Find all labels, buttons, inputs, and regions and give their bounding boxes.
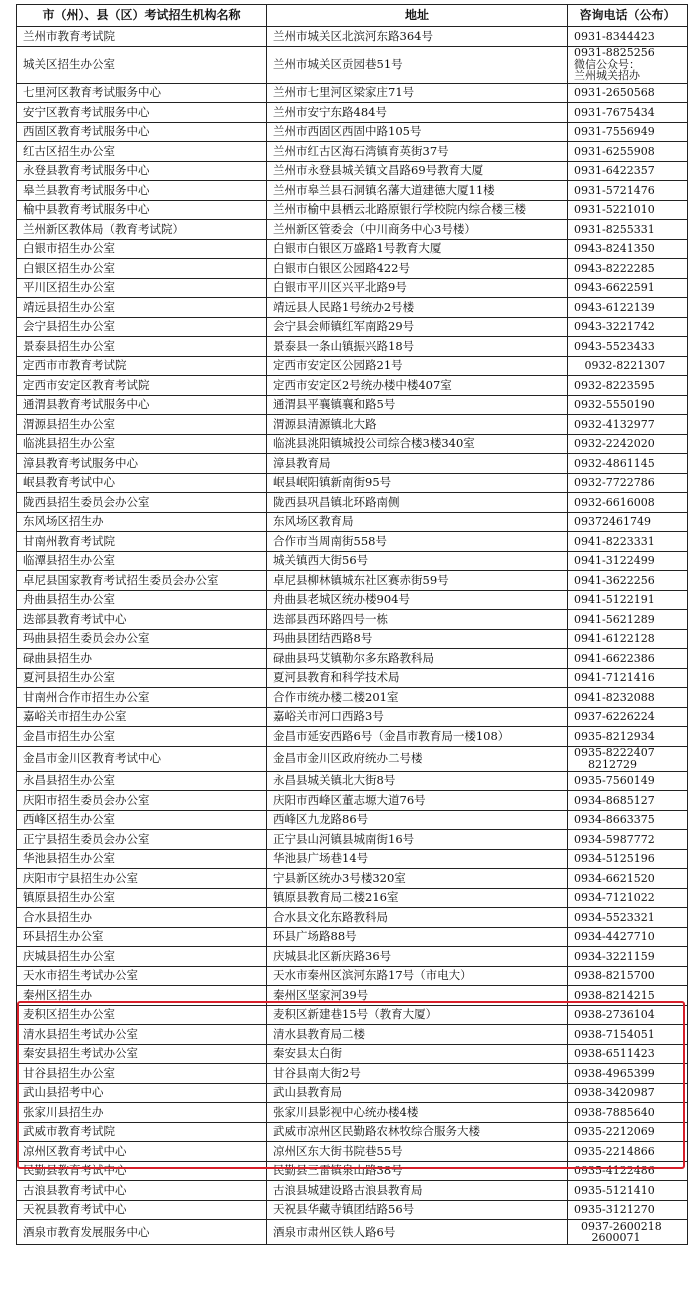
table-row bbox=[17, 512, 688, 532]
org-name-cell: 永登县教育考试服务中心 bbox=[17, 161, 267, 181]
address-cell: 西峰区九龙路86号 bbox=[267, 810, 568, 830]
org-name-cell: 红古区招生办公室 bbox=[17, 142, 267, 162]
phone-cell: 0935-2212069 bbox=[568, 1122, 688, 1142]
phone-cell: 0932-8221307 bbox=[568, 356, 688, 376]
org-name-cell: 天祝县教育考试中心 bbox=[17, 1200, 267, 1220]
address-cell: 卓尼县柳林镇城东社区赛赤街59号 bbox=[267, 571, 568, 591]
address-cell: 秦安县太白街 bbox=[267, 1044, 568, 1064]
org-name-cell: 通渭县教育考试服务中心 bbox=[17, 395, 267, 415]
table-row bbox=[17, 771, 688, 791]
phone-cell: 0941-3122499 bbox=[568, 551, 688, 571]
table-row bbox=[17, 454, 688, 474]
table-row bbox=[17, 610, 688, 630]
address-cell: 临洮县洮阳镇城投公司综合楼3楼340室 bbox=[267, 434, 568, 454]
table-row bbox=[17, 629, 688, 649]
org-name-cell: 金昌市金川区教育考试中心 bbox=[17, 746, 267, 771]
phone-cell: 0938-8215700 bbox=[568, 966, 688, 986]
address-cell: 武威市凉州区民勤路农林牧综合服务大楼 bbox=[267, 1122, 568, 1142]
org-name-cell: 张家川县招生办 bbox=[17, 1103, 267, 1123]
phone-cell: 0938-3420987 bbox=[568, 1083, 688, 1103]
table-row bbox=[17, 83, 688, 103]
org-name-cell: 酒泉市教育发展服务中心 bbox=[17, 1220, 267, 1245]
org-name-cell: 白银区招生办公室 bbox=[17, 259, 267, 279]
table-row bbox=[17, 727, 688, 747]
address-cell: 舟曲县老城区统办楼904号 bbox=[267, 590, 568, 610]
org-name-cell: 渭源县招生办公室 bbox=[17, 415, 267, 435]
table-row bbox=[17, 888, 688, 908]
address-cell: 夏河县教育和科学技术局 bbox=[267, 668, 568, 688]
phone-cell: 0941-8223331 bbox=[568, 532, 688, 552]
org-name-cell: 华池县招生办公室 bbox=[17, 849, 267, 869]
phone-cell: 0943-8241350 bbox=[568, 239, 688, 259]
phone-cell: 0941-3622256 bbox=[568, 571, 688, 591]
address-cell: 渭源县清源镇北大路 bbox=[267, 415, 568, 435]
table-row bbox=[17, 590, 688, 610]
org-name-cell: 东风场区招生办 bbox=[17, 512, 267, 532]
org-name-cell: 秦安县招生考试办公室 bbox=[17, 1044, 267, 1064]
table-row bbox=[17, 278, 688, 298]
address-cell: 秦州区坚家河39号 bbox=[267, 986, 568, 1006]
address-cell: 嘉峪关市河口西路3号 bbox=[267, 707, 568, 727]
table-row bbox=[17, 966, 688, 986]
phone-cell: 0941-6622386 bbox=[568, 649, 688, 669]
table-row bbox=[17, 1161, 688, 1181]
table-row bbox=[17, 947, 688, 967]
table-row bbox=[17, 298, 688, 318]
phone-cell: 0932-4132977 bbox=[568, 415, 688, 435]
org-name-cell: 卓尼县国家教育考试招生委员会办公室 bbox=[17, 571, 267, 591]
org-name-cell: 玛曲县招生委员会办公室 bbox=[17, 629, 267, 649]
org-name-cell: 兰州市教育考试院 bbox=[17, 27, 267, 47]
table-row bbox=[17, 1005, 688, 1025]
address-cell: 兰州市西固区西固中路105号 bbox=[267, 122, 568, 142]
phone-cell: 0931-8825256 微信公众号： 兰州城关招办 bbox=[568, 46, 688, 83]
phone-cell: 0935-7560149 bbox=[568, 771, 688, 791]
table-row bbox=[17, 473, 688, 493]
address-cell: 通渭县平襄镇襄和路5号 bbox=[267, 395, 568, 415]
org-name-cell: 临洮县招生办公室 bbox=[17, 434, 267, 454]
address-cell: 庆城县北区新庆路36号 bbox=[267, 947, 568, 967]
org-name-cell: 环县招生办公室 bbox=[17, 927, 267, 947]
address-cell: 兰州市城关区北滨河东路364号 bbox=[267, 27, 568, 47]
table-row bbox=[17, 1103, 688, 1123]
table-row bbox=[17, 869, 688, 889]
org-name-cell: 清水县招生考试办公室 bbox=[17, 1025, 267, 1045]
header-phone: 咨询电话（公布） bbox=[568, 5, 688, 27]
phone-cell: 0943-3221742 bbox=[568, 317, 688, 337]
phone-cell: 0938-4965399 bbox=[568, 1064, 688, 1084]
phone-cell: 0932-5550190 bbox=[568, 395, 688, 415]
address-cell: 定西市安定区2号统办楼中楼407室 bbox=[267, 376, 568, 396]
table-header-row bbox=[17, 5, 688, 27]
org-name-cell: 武山县招考中心 bbox=[17, 1083, 267, 1103]
table-row bbox=[17, 649, 688, 669]
phone-cell: 0931-5221010 bbox=[568, 200, 688, 220]
org-name-cell: 嘉峪关市招生办公室 bbox=[17, 707, 267, 727]
table-row bbox=[17, 1083, 688, 1103]
table-row bbox=[17, 1044, 688, 1064]
org-name-cell: 舟曲县招生办公室 bbox=[17, 590, 267, 610]
phone-cell: 0935-8212934 bbox=[568, 727, 688, 747]
table-row bbox=[17, 337, 688, 357]
phone-cell: 0935-8222407 8212729 bbox=[568, 746, 688, 771]
table-row bbox=[17, 551, 688, 571]
org-name-cell: 金昌市招生办公室 bbox=[17, 727, 267, 747]
address-cell: 麦积区新建巷15号（教育大厦） bbox=[267, 1005, 568, 1025]
phone-cell: 0932-2242020 bbox=[568, 434, 688, 454]
table-row bbox=[17, 434, 688, 454]
phone-cell: 0932-7722786 bbox=[568, 473, 688, 493]
address-cell: 古浪县城建设路古浪县教育局 bbox=[267, 1181, 568, 1201]
phone-cell: 0935-5121410 bbox=[568, 1181, 688, 1201]
address-cell: 合水县文化东路教科局 bbox=[267, 908, 568, 928]
org-name-cell: 古浪县教育考试中心 bbox=[17, 1181, 267, 1201]
table-row bbox=[17, 532, 688, 552]
phone-cell: 0931-7675434 bbox=[568, 103, 688, 123]
table-row bbox=[17, 46, 688, 83]
address-cell: 玛曲县团结西路8号 bbox=[267, 629, 568, 649]
phone-cell: 0931-6255908 bbox=[568, 142, 688, 162]
phone-cell: 0934-8663375 bbox=[568, 810, 688, 830]
org-name-cell: 陇西县招生委员会办公室 bbox=[17, 493, 267, 513]
address-cell: 岷县岷阳镇新南街95号 bbox=[267, 473, 568, 493]
address-cell: 环县广场路88号 bbox=[267, 927, 568, 947]
phone-cell: 0938-2736104 bbox=[568, 1005, 688, 1025]
address-cell: 兰州市安宁东路484号 bbox=[267, 103, 568, 123]
phone-cell: 0943-5523433 bbox=[568, 337, 688, 357]
address-cell: 靖远县人民路1号统办2号楼 bbox=[267, 298, 568, 318]
phone-cell: 0931-6422357 bbox=[568, 161, 688, 181]
phone-cell: 0931-8344423 bbox=[568, 27, 688, 47]
org-name-cell: 镇原县招生办公室 bbox=[17, 888, 267, 908]
org-name-cell: 景泰县招生办公室 bbox=[17, 337, 267, 357]
address-cell: 兰州市红古区海石湾镇育英街37号 bbox=[267, 142, 568, 162]
phone-cell: 0934-5125196 bbox=[568, 849, 688, 869]
address-cell: 白银市白银区公园路422号 bbox=[267, 259, 568, 279]
phone-cell: 0941-6122128 bbox=[568, 629, 688, 649]
address-cell: 景泰县一条山镇振兴路18号 bbox=[267, 337, 568, 357]
org-name-cell: 漳县教育考试服务中心 bbox=[17, 454, 267, 474]
address-cell: 兰州市永登县城关镇文昌路69号教育大厦 bbox=[267, 161, 568, 181]
org-name-cell: 安宁区教育考试服务中心 bbox=[17, 103, 267, 123]
phone-cell: 0937-2600218 2600071 bbox=[568, 1220, 688, 1245]
phone-cell: 0934-8685127 bbox=[568, 791, 688, 811]
org-name-cell: 秦州区招生办 bbox=[17, 986, 267, 1006]
table-row bbox=[17, 1025, 688, 1045]
address-cell: 兰州市榆中县栖云北路原银行学校院内综合楼三楼 bbox=[267, 200, 568, 220]
phone-cell: 0943-6122139 bbox=[568, 298, 688, 318]
address-cell: 合作市当周南街558号 bbox=[267, 532, 568, 552]
address-cell: 武山县教育局 bbox=[267, 1083, 568, 1103]
org-name-cell: 七里河区教育考试服务中心 bbox=[17, 83, 267, 103]
address-cell: 华池县广场巷14号 bbox=[267, 849, 568, 869]
org-name-cell: 定西市安定区教育考试院 bbox=[17, 376, 267, 396]
org-name-cell: 天水市招生考试办公室 bbox=[17, 966, 267, 986]
address-cell: 镇原县教育局二楼216室 bbox=[267, 888, 568, 908]
phone-cell: 0932-8223595 bbox=[568, 376, 688, 396]
address-cell: 白银市平川区兴平北路9号 bbox=[267, 278, 568, 298]
phone-cell: 0934-7121022 bbox=[568, 888, 688, 908]
table-row bbox=[17, 668, 688, 688]
org-name-cell: 民勤县教育考试中心 bbox=[17, 1161, 267, 1181]
address-cell: 兰州市城关区贡园巷51号 bbox=[267, 46, 568, 83]
address-cell: 正宁县山河镇县城南街16号 bbox=[267, 830, 568, 850]
org-name-cell: 皋兰县教育考试服务中心 bbox=[17, 181, 267, 201]
phone-cell: 0938-8214215 bbox=[568, 986, 688, 1006]
table-row bbox=[17, 142, 688, 162]
table-row bbox=[17, 1122, 688, 1142]
org-name-cell: 临潭县招生办公室 bbox=[17, 551, 267, 571]
address-cell: 庆阳市西峰区董志塬大道76号 bbox=[267, 791, 568, 811]
address-cell: 碌曲县玛艾镇勒尔多东路教科局 bbox=[267, 649, 568, 669]
org-name-cell: 庆城县招生办公室 bbox=[17, 947, 267, 967]
address-cell: 酒泉市肃州区铁人路6号 bbox=[267, 1220, 568, 1245]
phone-cell: 0935-4122486 bbox=[568, 1161, 688, 1181]
org-name-cell: 凉州区教育考试中心 bbox=[17, 1142, 267, 1162]
table-row bbox=[17, 1142, 688, 1162]
table-row bbox=[17, 746, 688, 771]
phone-cell: 0935-2214866 bbox=[568, 1142, 688, 1162]
phone-cell: 0931-8255331 bbox=[568, 220, 688, 240]
table-row bbox=[17, 181, 688, 201]
phone-cell: 0943-6622591 bbox=[568, 278, 688, 298]
table-row bbox=[17, 571, 688, 591]
table-row bbox=[17, 220, 688, 240]
phone-cell: 0932-6616008 bbox=[568, 493, 688, 513]
org-name-cell: 武威市教育考试院 bbox=[17, 1122, 267, 1142]
address-cell: 甘谷县南大街2号 bbox=[267, 1064, 568, 1084]
phone-cell: 0938-7885640 bbox=[568, 1103, 688, 1123]
phone-cell: 0941-8232088 bbox=[568, 688, 688, 708]
address-cell: 凉州区东大街书院巷55号 bbox=[267, 1142, 568, 1162]
org-name-cell: 夏河县招生办公室 bbox=[17, 668, 267, 688]
address-cell: 东风场区教育局 bbox=[267, 512, 568, 532]
table-row bbox=[17, 356, 688, 376]
address-cell: 漳县教育局 bbox=[267, 454, 568, 474]
address-cell: 兰州市七里河区梁家庄71号 bbox=[267, 83, 568, 103]
phone-cell: 09372461749 bbox=[568, 512, 688, 532]
header-org-name: 市（州）、县（区）考试招生机构名称 bbox=[17, 5, 267, 27]
org-name-cell: 平川区招生办公室 bbox=[17, 278, 267, 298]
org-name-cell: 庆阳市招生委员会办公室 bbox=[17, 791, 267, 811]
phone-cell: 0941-5122191 bbox=[568, 590, 688, 610]
org-name-cell: 定西市市教育考试院 bbox=[17, 356, 267, 376]
address-cell: 定西市安定区公园路21号 bbox=[267, 356, 568, 376]
header-address: 地址 bbox=[267, 5, 568, 27]
org-name-cell: 榆中县教育考试服务中心 bbox=[17, 200, 267, 220]
address-cell: 兰州市皋兰县石洞镇名藩大道建德大厦11楼 bbox=[267, 181, 568, 201]
address-cell: 白银市白银区万盛路1号教育大厦 bbox=[267, 239, 568, 259]
address-cell: 合作市统办楼二楼201室 bbox=[267, 688, 568, 708]
phone-cell: 0935-3121270 bbox=[568, 1200, 688, 1220]
table-row bbox=[17, 103, 688, 123]
address-cell: 陇西县巩昌镇北环路南侧 bbox=[267, 493, 568, 513]
address-cell: 清水县教育局二楼 bbox=[267, 1025, 568, 1045]
org-name-cell: 永昌县招生办公室 bbox=[17, 771, 267, 791]
address-cell: 宁县新区统办3号楼320室 bbox=[267, 869, 568, 889]
phone-cell: 0931-2650568 bbox=[568, 83, 688, 103]
table-row bbox=[17, 688, 688, 708]
phone-cell: 0938-7154051 bbox=[568, 1025, 688, 1045]
table-row bbox=[17, 927, 688, 947]
table-row bbox=[17, 161, 688, 181]
org-name-cell: 岷县教育考试中心 bbox=[17, 473, 267, 493]
phone-cell: 0934-3221159 bbox=[568, 947, 688, 967]
phone-cell: 0931-5721476 bbox=[568, 181, 688, 201]
table-row bbox=[17, 791, 688, 811]
org-name-cell: 西固区教育考试服务中心 bbox=[17, 122, 267, 142]
table-row bbox=[17, 1220, 688, 1245]
table-body bbox=[17, 27, 688, 1245]
org-name-cell: 迭部县教育考试中心 bbox=[17, 610, 267, 630]
phone-cell: 0937-6226224 bbox=[568, 707, 688, 727]
phone-cell: 0931-7556949 bbox=[568, 122, 688, 142]
table-row bbox=[17, 259, 688, 279]
address-cell: 金昌市延安西路6号（金昌市教育局一楼108） bbox=[267, 727, 568, 747]
org-name-cell: 正宁县招生委员会办公室 bbox=[17, 830, 267, 850]
phone-cell: 0932-4861145 bbox=[568, 454, 688, 474]
table-row bbox=[17, 122, 688, 142]
address-cell: 城关镇西大街56号 bbox=[267, 551, 568, 571]
phone-cell: 0941-5621289 bbox=[568, 610, 688, 630]
table-row bbox=[17, 493, 688, 513]
phone-cell: 0934-5987772 bbox=[568, 830, 688, 850]
table-row bbox=[17, 986, 688, 1006]
table-row bbox=[17, 849, 688, 869]
table-row bbox=[17, 1181, 688, 1201]
org-name-cell: 靖远县招生办公室 bbox=[17, 298, 267, 318]
address-cell: 兰州新区管委会（中川商务中心3号楼） bbox=[267, 220, 568, 240]
phone-cell: 0938-6511423 bbox=[568, 1044, 688, 1064]
org-name-cell: 城关区招生办公室 bbox=[17, 46, 267, 83]
address-cell: 天祝县华藏寺镇团结路56号 bbox=[267, 1200, 568, 1220]
table-row bbox=[17, 317, 688, 337]
phone-cell: 0934-5523321 bbox=[568, 908, 688, 928]
address-cell: 民勤县三雷镇泉山路38号 bbox=[267, 1161, 568, 1181]
exam-office-table bbox=[16, 4, 688, 1245]
org-name-cell: 白银市招生办公室 bbox=[17, 239, 267, 259]
table-row bbox=[17, 810, 688, 830]
org-name-cell: 甘南州合作市招生办公室 bbox=[17, 688, 267, 708]
table-row bbox=[17, 415, 688, 435]
table-row bbox=[17, 200, 688, 220]
org-name-cell: 西峰区招生办公室 bbox=[17, 810, 267, 830]
phone-cell: 0934-6621520 bbox=[568, 869, 688, 889]
org-name-cell: 合水县招生办 bbox=[17, 908, 267, 928]
phone-cell: 0943-8222285 bbox=[568, 259, 688, 279]
org-name-cell: 甘南州教育考试院 bbox=[17, 532, 267, 552]
table-row bbox=[17, 376, 688, 396]
org-name-cell: 会宁县招生办公室 bbox=[17, 317, 267, 337]
table-row bbox=[17, 395, 688, 415]
table-row bbox=[17, 707, 688, 727]
address-cell: 永昌县城关镇北大街8号 bbox=[267, 771, 568, 791]
address-cell: 张家川县影视中心统办楼4楼 bbox=[267, 1103, 568, 1123]
table-row bbox=[17, 830, 688, 850]
table-row bbox=[17, 27, 688, 47]
phone-cell: 0934-4427710 bbox=[568, 927, 688, 947]
address-cell: 天水市秦州区滨河东路17号（市电大） bbox=[267, 966, 568, 986]
table-row bbox=[17, 908, 688, 928]
phone-cell: 0941-7121416 bbox=[568, 668, 688, 688]
table-row bbox=[17, 1200, 688, 1220]
table-row bbox=[17, 239, 688, 259]
table-row bbox=[17, 1064, 688, 1084]
org-name-cell: 麦积区招生办公室 bbox=[17, 1005, 267, 1025]
org-name-cell: 兰州新区教体局（教育考试院） bbox=[17, 220, 267, 240]
address-cell: 会宁县会师镇红军南路29号 bbox=[267, 317, 568, 337]
address-cell: 金昌市金川区政府统办二号楼 bbox=[267, 746, 568, 771]
org-name-cell: 庆阳市宁县招生办公室 bbox=[17, 869, 267, 889]
org-name-cell: 甘谷县招生办公室 bbox=[17, 1064, 267, 1084]
address-cell: 迭部县西环路四号一栋 bbox=[267, 610, 568, 630]
org-name-cell: 碌曲县招生办 bbox=[17, 649, 267, 669]
